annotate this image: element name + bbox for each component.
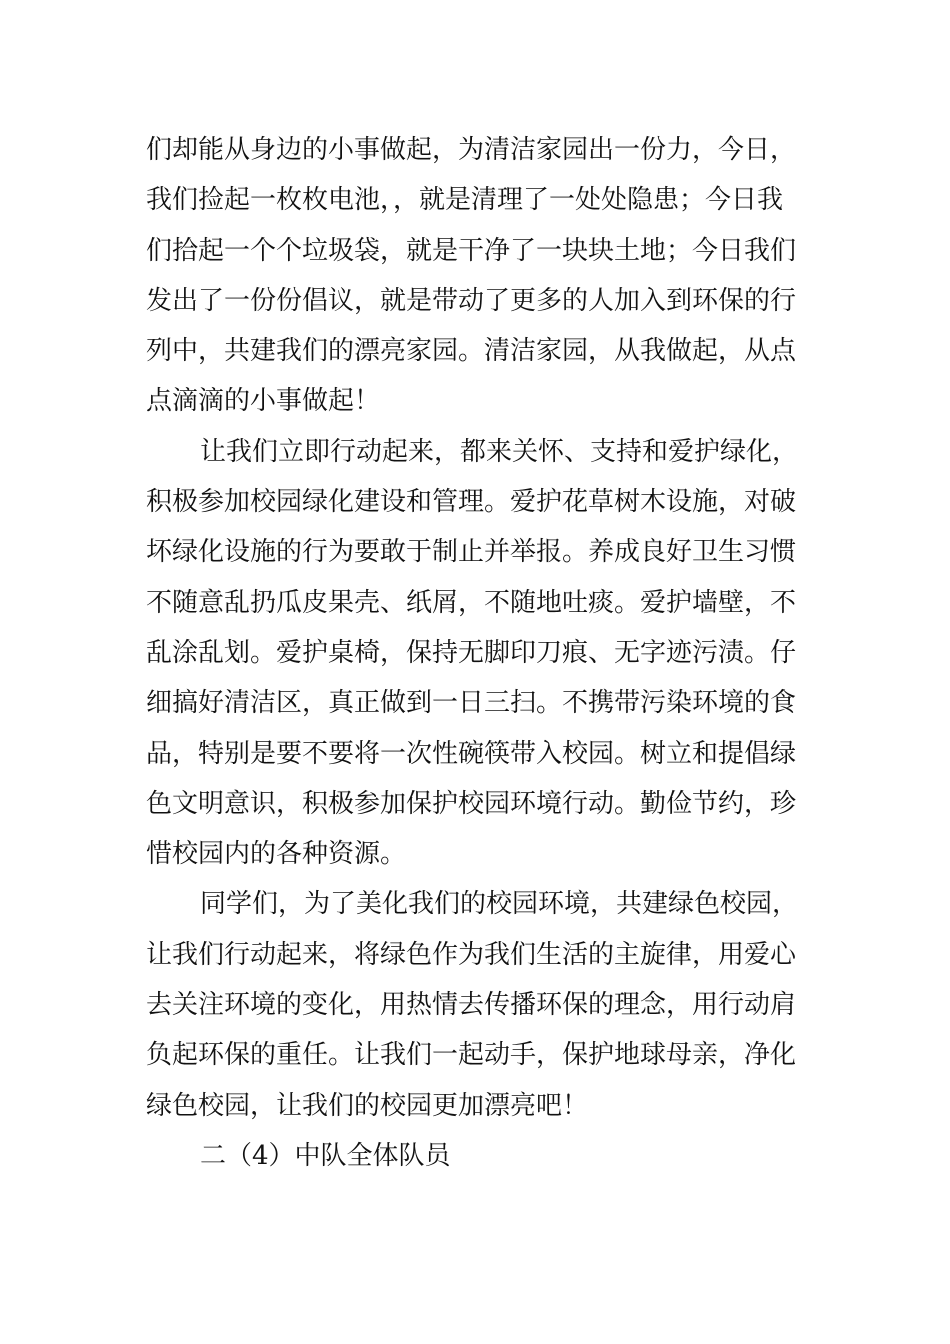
text-line: 绿色校园，让我们的校园更加漂亮吧！	[146, 1090, 589, 1121]
text-line: 细搞好清洁区，真正做到一日三扫。不携带污染环境的食	[146, 688, 797, 719]
text-line: 发出了一份份倡议，就是带动了更多的人加入到环保的行	[146, 285, 797, 316]
text-line: 们却能从身边的小事做起，为清洁家园出一份力，今日，	[146, 135, 797, 165]
text-line: 去关注环境的变化，用热情去传播环保的理念，用行动肩	[146, 990, 797, 1021]
text-line: 色文明意识，积极参加保护校园环境行动。勤俭节约，珍	[146, 788, 797, 819]
text-line: 们拾起一个个垃圾袋，就是干净了一块块土地；今日我们	[146, 235, 797, 266]
paragraph-first-line: 让我们立即行动起来，都来关怀、支持和爱护绿化，	[200, 436, 799, 467]
text-line: 我们捡起一枚枚电池，，就是清理了一处处隐患；今日我	[146, 185, 784, 216]
text-line: 坏绿化设施的行为要敢于制止并举报。养成良好卫生习惯	[146, 537, 797, 568]
text-line: 点滴滴的小事做起！	[146, 386, 381, 417]
text-line: 品，特别是要不要将一次性碗筷带入校园。树立和提倡绿	[146, 738, 797, 769]
body-text	[146, 125, 816, 1181]
text-line: 积极参加校园绿化建设和管理。爱护花草树木设施，对破	[146, 487, 797, 518]
text-line: 负起环保的重任。让我们一起动手，保护地球母亲，净化	[146, 1040, 797, 1071]
text-line: 让我们行动起来，将绿色作为我们生活的主旋律，用爱心	[146, 939, 797, 970]
text-line: 惜校园内的各种资源。	[146, 839, 407, 870]
text-line: 列中，共建我们的漂亮家园。清洁家园，从我做起，从点	[146, 336, 797, 367]
text-line: 不随意乱扔瓜皮果壳、纸屑，不随地吐痰。爱护墙壁，不	[146, 587, 797, 618]
text-line: 乱涂乱划。爱护桌椅，保持无脚印刀痕、无字迹污渍。仔	[146, 637, 797, 668]
signature-line: 二（4）中队全体队员	[200, 1140, 451, 1171]
paragraph-first-line: 同学们，为了美化我们的校园环境，共建绿色校园，	[200, 889, 799, 920]
